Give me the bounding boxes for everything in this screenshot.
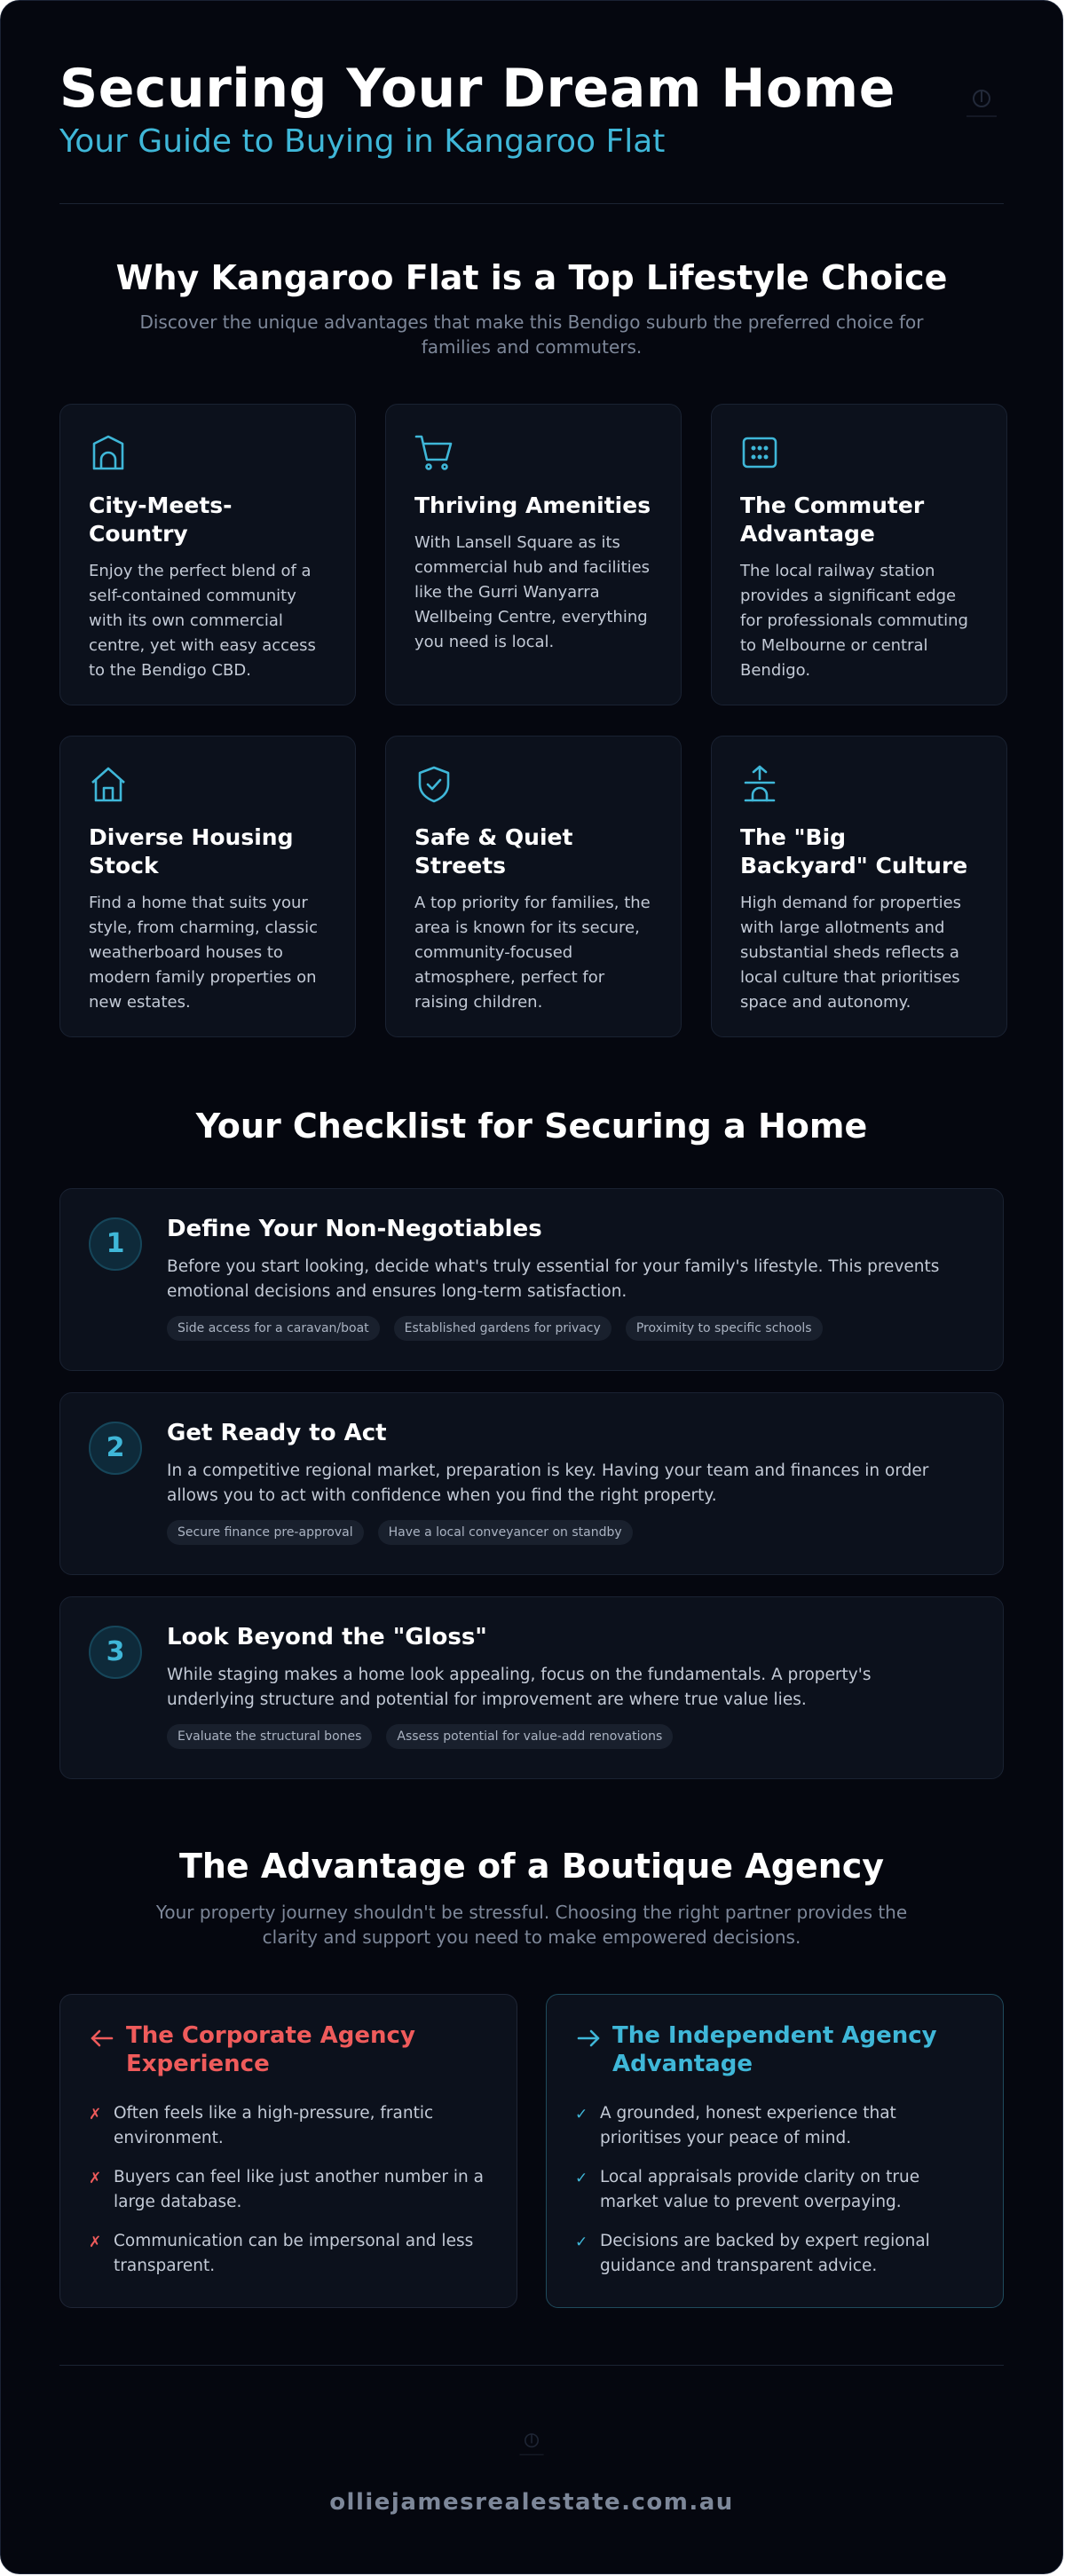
footer-website-url: olliejamesrealestate.com.au bbox=[329, 2489, 734, 2516]
list-item-text: Communication can be impersonal and less transparent. bbox=[114, 2232, 474, 2275]
lifestyle-section-description: Discover the unique advantages that make this Bendigo suburb the preferred choice for families and commuters. bbox=[139, 311, 924, 358]
list-item-text: Often feels like a high-pressure, frantic environment. bbox=[114, 2104, 434, 2147]
checklist-step bbox=[59, 1188, 1004, 1371]
brand-logo-icon bbox=[514, 2430, 549, 2459]
checklist-step bbox=[59, 1596, 1004, 1779]
backyard-icon bbox=[740, 765, 779, 804]
feature-card-text: Enjoy the perfect blend of a self-contained community with its own commercial centre, yet with easy access to the Bendigo CBD. bbox=[89, 562, 316, 680]
check-icon: ✓ bbox=[575, 2106, 588, 2123]
divider bbox=[59, 2365, 1004, 2366]
brand-logo-icon bbox=[959, 86, 1004, 122]
step-number-badge: 2 bbox=[89, 1422, 142, 1475]
arrow-right-icon bbox=[575, 2025, 602, 2052]
cross-icon: ✗ bbox=[89, 2233, 102, 2251]
step-title: Define Your Non-Negotiables bbox=[167, 1216, 542, 1242]
corporate-agency-list bbox=[89, 2101, 488, 2279]
step-title: Look Beyond the "Gloss" bbox=[167, 1624, 487, 1650]
list-item bbox=[89, 2165, 488, 2215]
feature-grid bbox=[59, 736, 1004, 1037]
feature-card bbox=[59, 404, 356, 705]
feature-card-title: Safe & Quiet Streets bbox=[414, 824, 573, 878]
feature-card-title: The Commuter Advantage bbox=[740, 492, 925, 547]
list-item bbox=[575, 2229, 974, 2279]
shopping-cart-icon bbox=[414, 433, 454, 472]
step-tags bbox=[167, 1520, 633, 1545]
city-country-icon bbox=[89, 433, 128, 472]
feature-card-title: City-Meets-Country bbox=[89, 492, 233, 547]
tag: Proximity to specific schools bbox=[626, 1316, 823, 1341]
step-tags bbox=[167, 1724, 673, 1749]
feature-card bbox=[385, 736, 682, 1037]
lifestyle-section-title: Why Kangaroo Flat is a Top Lifestyle Choice bbox=[115, 258, 948, 297]
list-item-text: Decisions are backed by expert regional guidance and transparent advice. bbox=[600, 2232, 930, 2275]
checklist-section-title: Your Checklist for Securing a Home bbox=[195, 1107, 868, 1146]
independent-agency-title: The Independent Agency Advantage bbox=[612, 2022, 937, 2077]
independent-agency-list bbox=[575, 2101, 974, 2279]
page-subtitle: Your Guide to Buying in Kangaroo Flat bbox=[59, 123, 666, 160]
agency-comparison bbox=[59, 1994, 1004, 2308]
tag: Have a local conveyancer on standby bbox=[378, 1520, 633, 1545]
arrow-left-icon bbox=[89, 2025, 115, 2052]
page-title: Securing Your Dream Home bbox=[59, 58, 895, 120]
feature-card-text: High demand for properties with large allotments and substantial sheds reflects a local culture that prioritises space and autonomy. bbox=[740, 894, 962, 1012]
independent-agency-card bbox=[546, 1994, 1004, 2308]
tag: Secure finance pre-approval bbox=[167, 1520, 364, 1545]
list-item bbox=[89, 2229, 488, 2279]
check-icon: ✓ bbox=[575, 2233, 588, 2251]
feature-card bbox=[59, 736, 356, 1037]
feature-card-text: The local railway station provides a significant edge for professionals commuting to Melbourne or central Bendigo. bbox=[740, 562, 968, 680]
step-tags bbox=[167, 1316, 823, 1341]
corporate-agency-header bbox=[89, 2021, 488, 2084]
tag: Evaluate the structural bones bbox=[167, 1724, 372, 1749]
step-text: While staging makes a home look appealing, focus on the fundamentals. A property's underlying structure and potential for improvement are where true value lies. bbox=[167, 1666, 872, 1709]
feature-card-title: Diverse Housing Stock bbox=[89, 824, 294, 878]
divider bbox=[59, 203, 1004, 204]
list-item-text: Local appraisals provide clarity on true market value to prevent overpaying. bbox=[600, 2168, 920, 2211]
cross-icon: ✗ bbox=[89, 2170, 102, 2187]
feature-card-text: Find a home that suits your style, from charming, classic weatherboard houses to modern family properties on new estates. bbox=[89, 894, 319, 1012]
step-number-badge: 3 bbox=[89, 1626, 142, 1679]
cross-icon: ✗ bbox=[89, 2106, 102, 2123]
tag: Side access for a caravan/boat bbox=[167, 1316, 380, 1341]
house-icon bbox=[89, 765, 128, 804]
feature-card-text: A top priority for families, the area is known for its secure, community-focused atmosphere, perfect for raising children. bbox=[414, 894, 651, 1012]
feature-card-text: With Lansell Square as its commercial hub and facilities like the Gurri Wanyarra Wellbeing Centre, everything you need is local. bbox=[414, 533, 651, 651]
train-icon bbox=[740, 433, 779, 472]
list-item bbox=[575, 2101, 974, 2151]
list-item-text: A grounded, honest experience that prioritises your peace of mind. bbox=[600, 2104, 896, 2147]
step-text: In a competitive regional market, preparation is key. Having your team and finances in order allows you to act with confidence when you find the right property. bbox=[167, 1461, 929, 1505]
feature-card bbox=[711, 404, 1007, 705]
check-icon: ✓ bbox=[575, 2170, 588, 2187]
step-number-badge: 1 bbox=[89, 1217, 142, 1271]
shield-check-icon bbox=[414, 765, 454, 804]
agency-section-description: Your property journey shouldn't be stressful. Choosing the right partner provides the clarity and support you need to make empowered decisions. bbox=[155, 1902, 908, 1948]
tag: Assess potential for value-add renovations bbox=[386, 1724, 673, 1749]
step-text: Before you start looking, decide what's truly essential for your family's lifestyle. This prevents emotional decisions and ensures long-term satisfaction. bbox=[167, 1257, 940, 1301]
tag: Established gardens for privacy bbox=[394, 1316, 611, 1341]
feature-card-title: Thriving Amenities bbox=[414, 492, 651, 518]
independent-agency-header bbox=[575, 2021, 974, 2084]
feature-grid bbox=[59, 404, 1004, 705]
corporate-agency-card bbox=[59, 1994, 517, 2308]
feature-card-title: The "Big Backyard" Culture bbox=[740, 824, 968, 878]
list-item bbox=[575, 2165, 974, 2215]
feature-card bbox=[385, 404, 682, 705]
corporate-agency-title: The Corporate Agency Experience bbox=[126, 2022, 415, 2077]
feature-card bbox=[711, 736, 1007, 1037]
step-title: Get Ready to Act bbox=[167, 1420, 387, 1446]
list-item bbox=[89, 2101, 488, 2151]
agency-section-title: The Advantage of a Boutique Agency bbox=[178, 1847, 885, 1886]
checklist-step bbox=[59, 1392, 1004, 1575]
list-item-text: Buyers can feel like just another number in a large database. bbox=[114, 2168, 484, 2211]
